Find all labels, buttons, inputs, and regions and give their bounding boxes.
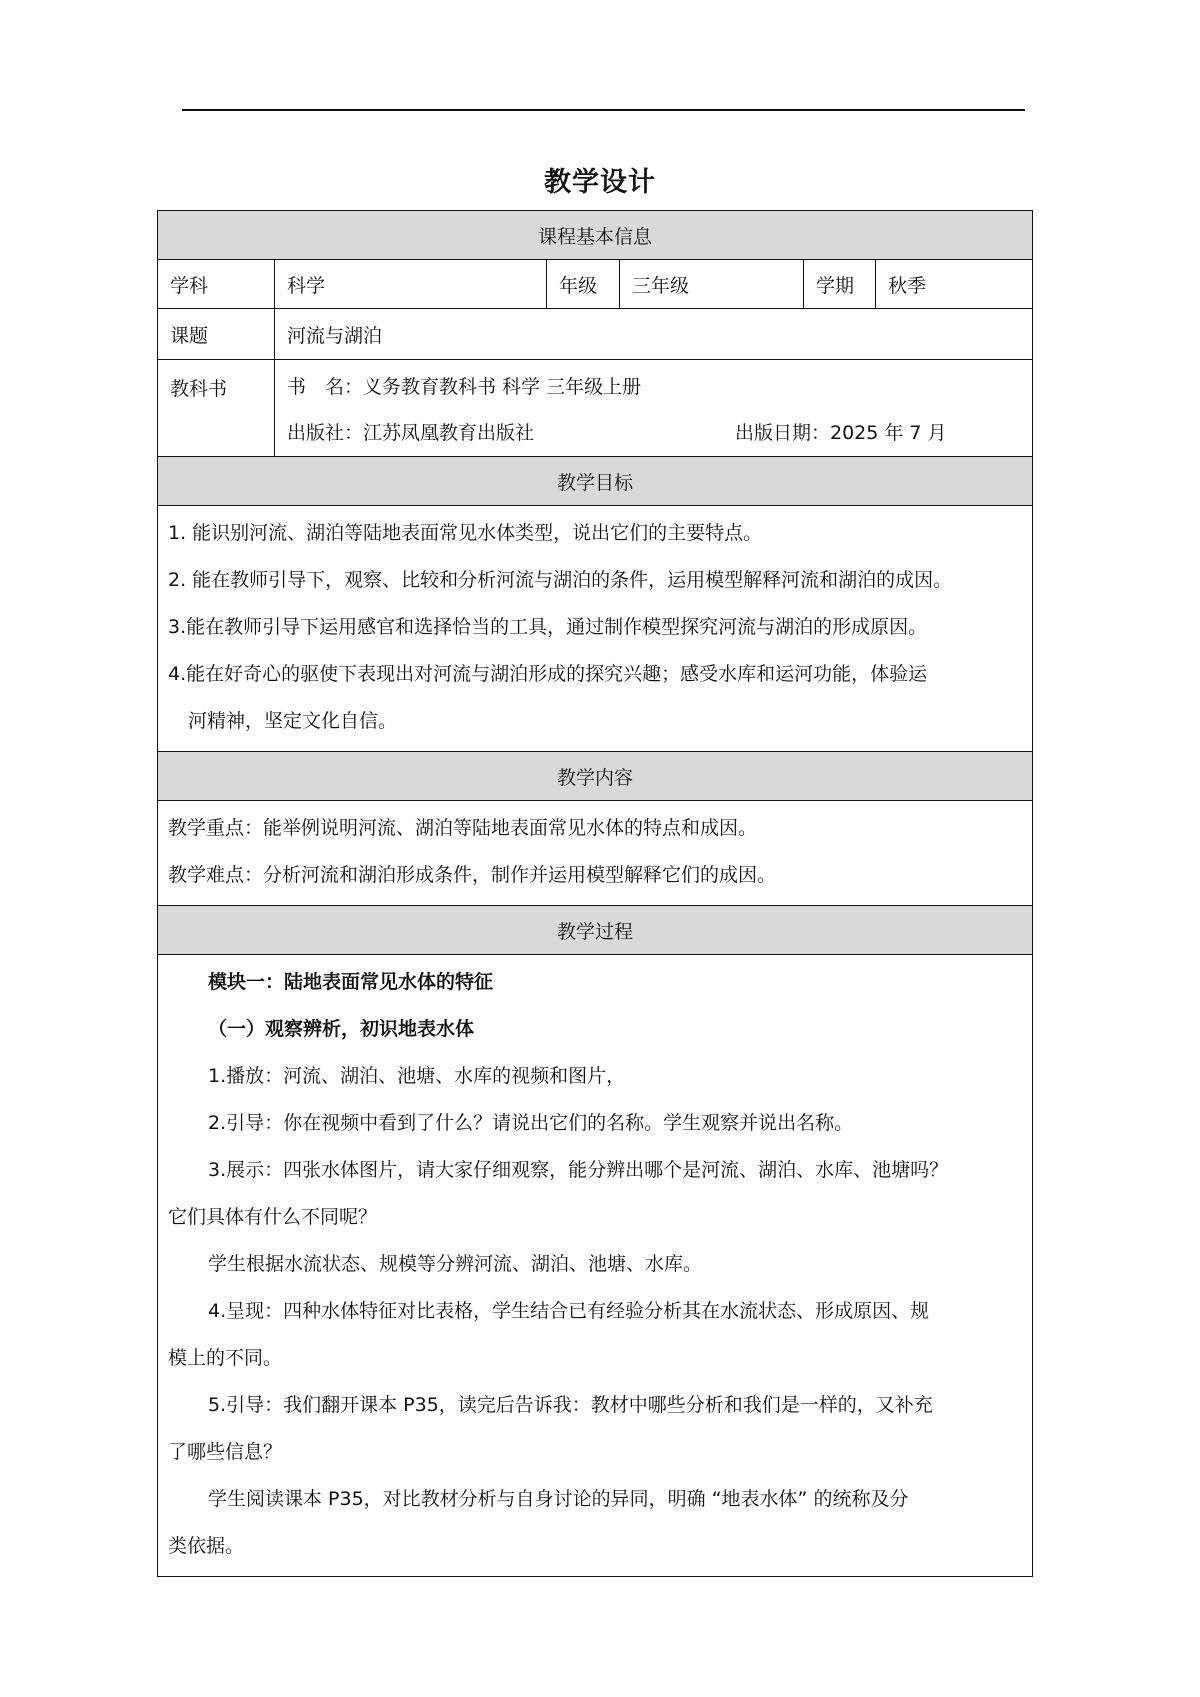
- process-step: 5.引导：我们翻开课本 P35，读完后告诉我：教材中哪些分析和我们是一样的，又补充: [208, 1394, 933, 1416]
- key-point: 教学重点：能举例说明河流、湖泊等陆地表面常见水体的特点和成因。: [168, 817, 758, 839]
- topic-value: 河流与湖泊: [274, 309, 1032, 359]
- textbook-info: [274, 360, 1032, 456]
- module-title: 模块一：陆地表面常见水体的特征: [208, 971, 494, 993]
- header-rule: [182, 109, 1025, 111]
- page-title: 教学设计: [544, 167, 656, 198]
- term-label: 学期: [803, 260, 875, 308]
- process-body: [158, 955, 1032, 1576]
- process-step-continued: 模上的不同。: [168, 1347, 283, 1369]
- publication-date: 出版日期：2025 年 7 月: [735, 421, 947, 444]
- lesson-plan-table: [157, 210, 1033, 1577]
- term-value: 秋季: [875, 260, 1032, 308]
- grade-label: 年级: [546, 260, 619, 308]
- process-step: 4.呈现：四种水体特征对比表格，学生结合已有经验分析其在水流状态、形成原因、规: [208, 1300, 930, 1322]
- objective-item: 3.能在教师引导下运用感官和选择恰当的工具，通过制作模型探究河流与湖泊的形成原因。: [168, 616, 928, 638]
- content-header: 教学内容: [158, 752, 1032, 801]
- process-step-continued: 了哪些信息？: [168, 1441, 283, 1463]
- section-title: （一）观察辨析，初识地表水体: [208, 1018, 475, 1040]
- publisher-line: [287, 408, 1020, 454]
- publisher: 出版社：江苏凤凰教育出版社: [287, 421, 535, 444]
- subject-label: 学科: [170, 274, 209, 297]
- grade-value: 三年级: [619, 260, 803, 308]
- process-step-continued: 它们具体有什么不同呢？: [168, 1206, 378, 1228]
- process-step: 1.播放：河流、湖泊、池塘、水库的视频和图片，: [208, 1065, 626, 1087]
- objectives-body: [158, 506, 1032, 752]
- content-body: [158, 801, 1032, 906]
- process-step: 2.引导：你在视频中看到了什么？请说出它们的名称。学生观察并说出名称。: [208, 1112, 854, 1134]
- book-name: 书 名：义务教育教科书 科学 三年级上册: [287, 375, 642, 398]
- textbook-label: 教科书: [170, 378, 228, 400]
- objective-item: 4.能在好奇心的驱使下表现出对河流与湖泊形成的探究兴趣；感受水库和运河功能，体验运: [168, 663, 928, 685]
- basic-info-header: 课程基本信息: [158, 211, 1032, 260]
- process-step: 3.展示：四张水体图片，请大家仔细观察，能分辨出哪个是河流、湖泊、水库、池塘吗？: [208, 1159, 949, 1181]
- topic-label: 课题: [170, 324, 209, 347]
- student-activity: 学生根据水流状态、规模等分辨河流、湖泊、池塘、水库。: [208, 1253, 703, 1275]
- objective-item: 1. 能识别河流、湖泊等陆地表面常见水体类型，说出它们的主要特点。: [168, 522, 763, 544]
- process-header: 教学过程: [158, 906, 1032, 955]
- subject-value: 科学: [274, 260, 546, 308]
- objectives-header: 教学目标: [158, 457, 1032, 506]
- difficulty: 教学难点：分析河流和湖泊形成条件，制作并运用模型解释它们的成因。: [168, 864, 777, 886]
- student-activity: 学生阅读课本 P35，对比教材分析与自身讨论的异同，明确 “地表水体” 的统称及分: [208, 1488, 909, 1510]
- topic-row: [158, 309, 1032, 360]
- objective-item-continued: 河精神，坚定文化自信。: [188, 710, 398, 732]
- objective-item: 2. 能在教师引导下，观察、比较和分析河流与湖泊的条件，运用模型解释河流和湖泊的成因。: [168, 569, 953, 591]
- textbook-row: [158, 360, 1032, 457]
- student-activity-continued: 类依据。: [168, 1535, 245, 1557]
- subject-row: [158, 260, 1032, 309]
